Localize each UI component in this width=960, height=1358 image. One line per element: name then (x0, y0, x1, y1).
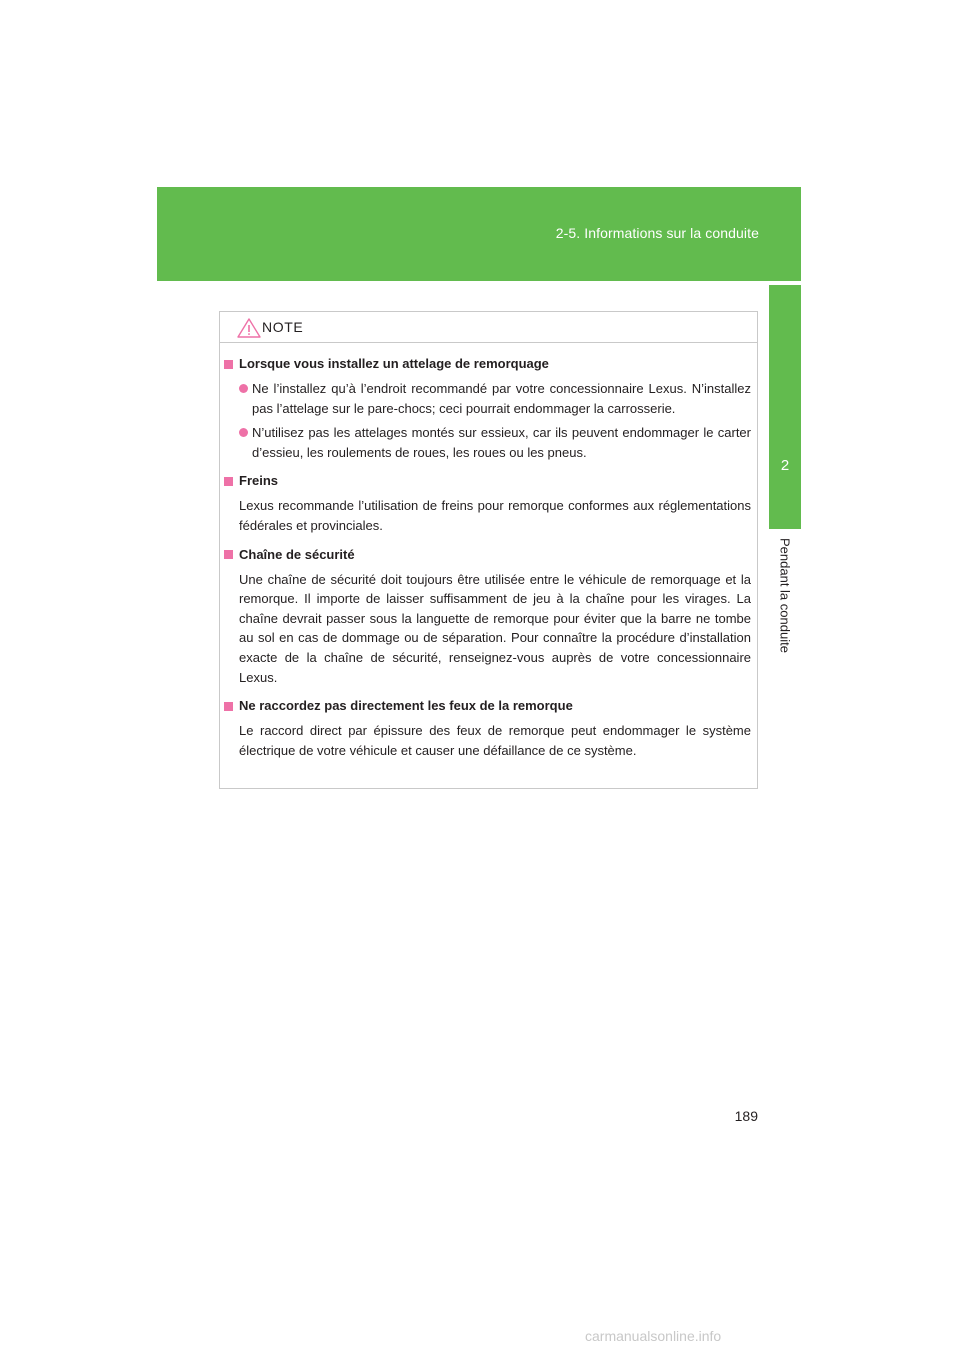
circle-bullet-icon (239, 428, 248, 437)
chapter-number: 2 (780, 457, 790, 474)
section-title-safety-chain: Chaîne de sécurité (224, 545, 751, 565)
square-bullet-icon (224, 702, 233, 711)
paragraph: Lexus recommande l’utilisation de freins pour remorque conformes aux réglementations fédérales et provinciales. (239, 498, 751, 533)
section-title-hitch: Lorsque vous installez un attelage de remorquage (224, 354, 751, 374)
section-safety-chain (224, 545, 751, 688)
section-hitch-install (224, 354, 751, 462)
page-number: 189 (734, 1108, 758, 1124)
section-brakes (224, 471, 751, 535)
paragraph: Le raccord direct par épissure des feux de remorque peut endommager le système électrique de votre véhicule et causer une défaillance de ce système. (239, 723, 751, 758)
note-title: NOTE (262, 319, 304, 335)
section-title-trailer-lights: Ne raccordez pas directement les feux de la remorque (224, 696, 751, 716)
section-trailer-lights (224, 696, 751, 760)
warning-triangle-icon (236, 317, 262, 339)
square-bullet-icon (224, 550, 233, 559)
chapter-label-text: Pendant la conduite (777, 538, 793, 653)
watermark: carmanualsonline.info (585, 1328, 722, 1344)
list-item: N’utilisez pas les attelages montés sur essieux, car ils peuvent endommager le carter d’essieu, les roulements de roues, les roues ou les pneus. (239, 423, 751, 462)
section-title-brakes: Freins (224, 471, 751, 491)
note-box (219, 311, 758, 789)
section-title: 2-5. Informations sur la conduite (555, 225, 759, 241)
square-bullet-icon (224, 360, 233, 369)
note-header (220, 312, 757, 343)
circle-bullet-icon (239, 384, 248, 393)
paragraph: Une chaîne de sécurité doit toujours être utilisée entre le véhicule de remorquage et la remorque. Il importe de laisser suffisamment de jeu à la chaîne pour les virages. La chaîne devrait passer sous la languette de remorque pour éviter que la barre ne tombe au sol en cas de dommage ou de séparation. Pour connaître la procédure d’installation exacte de la chaîne de sécurité, renseignez-vous auprès de votre concessionnaire Lexus. (239, 571, 751, 685)
header-band (157, 187, 801, 281)
chapter-label (769, 538, 801, 672)
square-bullet-icon (224, 477, 233, 486)
list-item: Ne l’installez qu’à l’endroit recommandé par votre concessionnaire Lexus. N’installez pas l’attelage sur le pare-chocs; ceci pourrait endommager la carrosserie. (239, 379, 751, 418)
chapter-tab (769, 285, 801, 529)
note-body (220, 343, 757, 760)
